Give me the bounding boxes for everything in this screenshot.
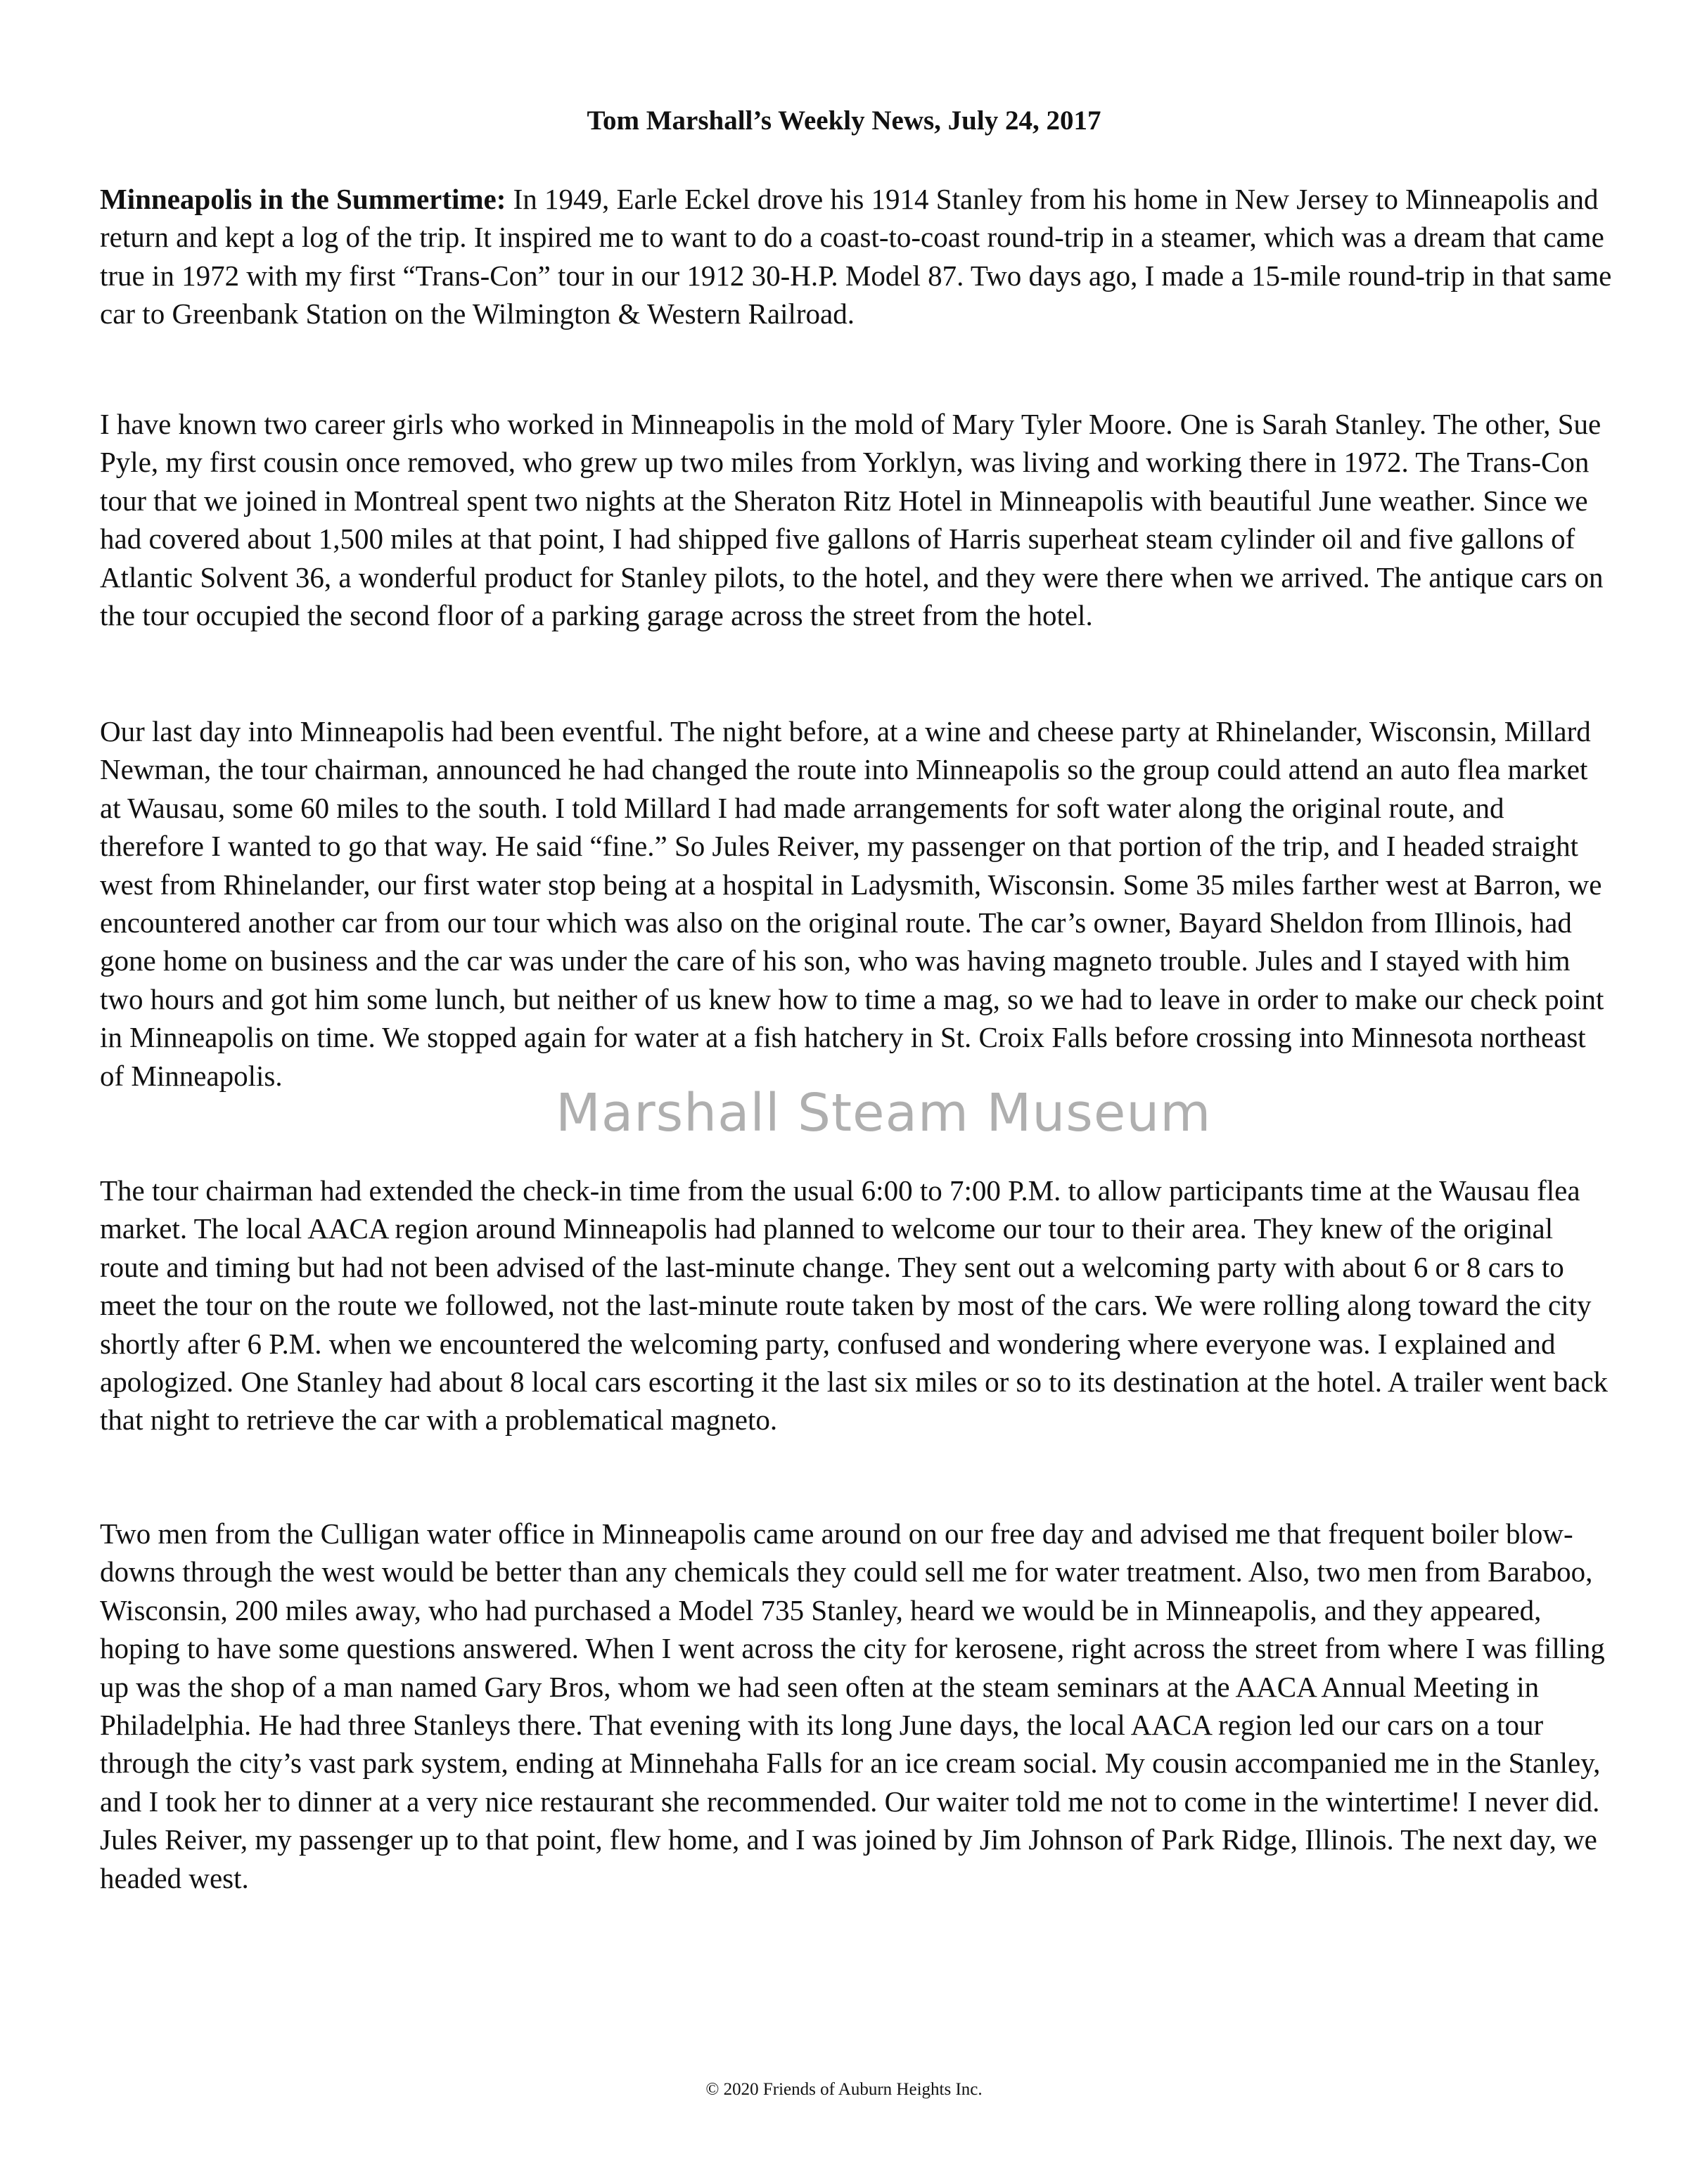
paragraph-5: Two men from the Culligan water office in Minneapolis came around on our free day and advised me that frequent boiler blow-downs through the west would be better than any chemicals they could sell me for water treatment. Also, two men from Baraboo, Wisconsin, 200 miles away, who had purchased a Model 735 Stanley, heard we would be in Minneapolis, and they appeared, hoping to have some questions answered. When I went across the city for kerosene, right across the street from where I was filling up was the shop of a man named Gary Bros, whom we had seen often at the steam seminars at the AACA Annual Meeting in Philadelphia. He had three Stanleys there. That evening with its long June days, the local AACA region led our cars on a tour through the city’s vast park system, ending at Minnehaha Falls for an ice cream social. My cousin accompanied me in the Stanley, and I took her to dinner at a very nice restaurant she recommended. Our waiter told me not to come in the wintertime! I never did. Jules Reiver, my passenger up to that point, flew home, and I was joined by Jim Johnson of Park Ridge, Illinois. The next day, we headed west. [100,1517,1605,1894]
paragraph-3: Our last day into Minneapolis had been eventful. The night before, at a wine and cheese party at Rhinelander, Wisconsin, Millard Newman, the tour chairman, announced he had changed the route into Minneapolis so the group could attend an auto flea market at Wausau, some 60 miles to the south. I told Millard I had made arrangements for soft water along the original route, and therefore I wanted to go that way. He said “fine.” So Jules Reiver, my passenger on that portion of the trip, and I headed straight west from Rhinelander, our first water stop being at a hospital in Ladysmith, Wisconsin. Some 35 miles farther west at Barron, we encountered another car from our tour which was also on the original route. The car’s owner, Bayard Sheldon from Illinois, had gone home on business and the car was under the care of his son, who was having magneto trouble. Jules and I stayed with him two hours and got him some lunch, but neither of us knew how to time a mag, so we had to leave in order to make our check point in Minneapolis on time. We stopped again for water at a fish hatchery in St. Croix Falls before crossing into Minnesota northeast of Minneapolis. [100,715,1604,1092]
paragraph-1-text: In 1949, Earle Eckel drove his 1914 Stanley from his home in New Jersey to Minneapolis and return and kept a log of the trip. It inspired me to want to do a coast-to-coast round-trip in a steamer, which was a dream that came true in 1972 with my first “Trans-Con” tour in our 1912 30-H.P. Model 87. Two days ago, I made a 15-mile round-trip in that same car to Greenbank Station on the Wilmington & Western Railroad. [100,183,1612,330]
watermark: Marshall Steam Museum [556,1083,1212,1143]
paragraph-4: The tour chairman had extended the check-in time from the usual 6:00 to 7:00 P.M. to allow participants time at the Wausau flea market. The local AACA region around Minneapolis had planned to welcome our tour to their area. They knew of the original route and timing but had not been advised of the last-minute change. They sent out a welcoming party with about 6 or 8 cars to meet the tour on the route we followed, not the last-minute route taken by most of the cars. We were rolling along toward the city shortly after 6 P.M. when we encountered the welcoming party, confused and wondering where everyone was. I explained and apologized. One Stanley had about 8 local cars escorting it the last six miles or so to its destination at the hotel. A trailer went back that night to retrieve the car with a problematical magneto. [100,1174,1609,1437]
paragraph-2: I have known two career girls who worked in Minneapolis in the mold of Mary Tyler Moore. One is Sarah Stanley. The other, Sue Pyle, my first cousin once removed, who grew up two miles from Yorklyn, was living and working there in 1972. The Trans-Con tour that we joined in Montreal spent two nights at the Sheraton Ritz Hotel in Minneapolis with beautiful June weather. Since we had covered about 1,500 miles at that point, I had shipped five gallons of Harris superheat steam cylinder oil and five gallons of Atlantic Solvent 36, a wonderful product for Stanley pilots, to the hotel, and they were there when we arrived. The antique cars on the tour occupied the second floor of a parking garage across the street from the hotel. [100,408,1604,632]
footer-copyright: © 2020 Friends of Auburn Heights Inc. [705,2080,983,2099]
paragraph-1 [100,180,1612,333]
page-title: Tom Marshall’s Weekly News, July 24, 2017 [587,105,1101,136]
paragraph-lead-heading: Minneapolis in the Summertime: [100,183,506,215]
